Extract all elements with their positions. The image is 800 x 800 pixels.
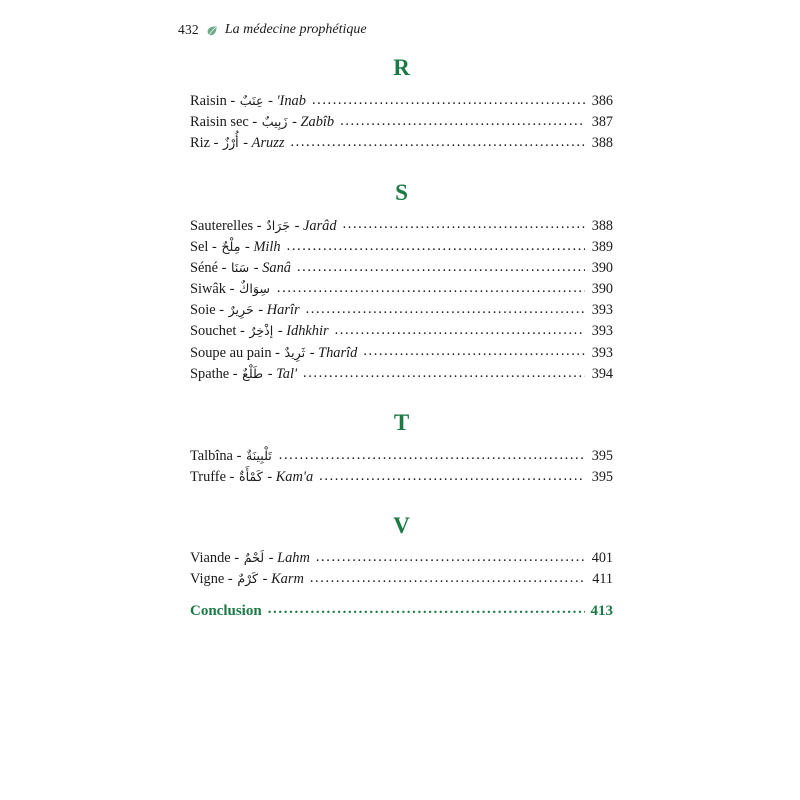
entry-arabic: زَبِيبٌ [261, 114, 288, 130]
entry-separator: - [227, 571, 237, 588]
entry-separator: - [239, 323, 249, 340]
entry-translit: Milh [253, 238, 281, 255]
entry-french: Séné [190, 259, 218, 276]
entry-separator: - [309, 344, 319, 361]
section-letter-V: V [393, 513, 410, 539]
entry-page: 395 [591, 447, 613, 464]
entry-list-V [190, 548, 613, 590]
entry-separator: - [268, 93, 277, 109]
entry-translit: Sanâ [262, 259, 291, 276]
entry-french: Talbîna [190, 447, 233, 464]
entry-separator: - [275, 344, 284, 361]
conclusion-label: Conclusion [190, 602, 262, 619]
entry-french: Raisin [190, 93, 227, 109]
entry-separator: - [252, 114, 261, 131]
leader-dots [306, 303, 585, 317]
section-letter-R: R [393, 55, 410, 80]
entry-separator: - [229, 281, 238, 298]
entry-separator: - [221, 259, 230, 276]
toc-group-V [190, 514, 613, 619]
entry-page: 411 [592, 571, 613, 588]
leader-dots [303, 367, 585, 381]
toc-entry[interactable] [190, 258, 613, 279]
entry-arabic: مِلْحٌ [221, 238, 241, 254]
table-of-contents [190, 46, 613, 620]
entry-label [190, 467, 317, 488]
entry-page: 388 [591, 217, 613, 234]
entry-arabic: كَرْمٌ [237, 571, 259, 587]
entry-arabic: تَلْبِينَةٌ [245, 447, 272, 463]
entry-page: 390 [591, 281, 613, 298]
entry-separator: - [253, 259, 263, 276]
running-header [178, 22, 367, 38]
entry-page: 388 [591, 135, 613, 152]
entry-french: Viande [190, 550, 231, 567]
entry-translit: Jarâd [302, 217, 337, 234]
entry-arabic: طَلْعٌ [242, 365, 264, 381]
entry-page: 387 [591, 114, 613, 131]
entry-separator: - [219, 302, 228, 319]
toc-entry[interactable] [190, 548, 613, 569]
entry-separator: - [277, 323, 287, 340]
entry-label [190, 112, 338, 133]
entry-arabic: سَنَا [230, 259, 250, 275]
entry-arabic: حَرِيرٌ [228, 302, 254, 318]
leader-dots [335, 324, 585, 338]
entry-label [190, 258, 295, 279]
toc-group-R [190, 56, 613, 155]
entry-separator: - [232, 365, 242, 382]
entry-french: Sauterelles [190, 217, 254, 234]
entry-translit: Tal' [276, 365, 298, 382]
leader-dots [363, 346, 585, 360]
entry-french: Soupe au pain [190, 344, 272, 361]
toc-entry[interactable] [190, 133, 613, 154]
entry-separator: - [236, 447, 245, 464]
entry-separator: - [234, 550, 243, 567]
entry-list-S [190, 216, 613, 385]
book-title: La médecine prophétique [224, 22, 367, 37]
page-number: 432 [178, 22, 199, 37]
entry-arabic: إذْخِرٌ [249, 323, 274, 339]
leader-dots [316, 551, 585, 565]
entry-label [190, 133, 288, 154]
entry-arabic: لَحْمٌ [243, 550, 265, 566]
toc-entry[interactable] [190, 343, 613, 364]
toc-group-T [190, 411, 613, 488]
toc-entry-conclusion[interactable] [190, 603, 613, 620]
leader-dots [297, 261, 585, 275]
entry-separator: - [267, 469, 276, 486]
entry-translit: Zabîb [300, 114, 335, 131]
toc-entry[interactable] [190, 91, 613, 112]
entry-label [190, 300, 304, 321]
section-letter-T: T [393, 409, 410, 435]
entry-french: Vigne [190, 571, 225, 588]
entry-arabic: ثَرِيدٌ [284, 344, 306, 360]
leader-dots [287, 240, 585, 254]
entry-label [190, 548, 314, 569]
entry-page: 393 [591, 323, 613, 340]
entry-translit: Kam'a [275, 469, 314, 486]
entry-french: Siwâk [190, 281, 226, 298]
entry-arabic: سِوَاكٌ [238, 281, 270, 297]
entry-separator: - [268, 550, 278, 567]
entry-separator: - [245, 238, 254, 255]
entry-label [190, 216, 341, 237]
entry-separator: - [229, 469, 238, 486]
entry-label [190, 237, 285, 258]
entry-separator: - [292, 114, 301, 131]
toc-entry[interactable] [190, 216, 613, 237]
entry-arabic: عِنَبٌ [239, 93, 264, 108]
leader-dots [340, 115, 585, 129]
toc-entry[interactable] [190, 237, 613, 258]
entry-page: 393 [591, 302, 613, 319]
toc-entry[interactable] [190, 569, 613, 590]
entry-translit: Tharîd [318, 344, 358, 361]
leader-dots [343, 219, 585, 233]
entry-label [190, 279, 275, 300]
entry-separator: - [267, 365, 277, 382]
toc-entry[interactable] [190, 364, 613, 385]
entry-label [190, 364, 301, 385]
entry-translit: Harîr [266, 302, 300, 319]
entry-french: Souchet [190, 323, 237, 340]
entry-french: Soie [190, 302, 216, 319]
entry-arabic: كَمْأَةٌ [238, 469, 263, 485]
entry-translit: Lahm [277, 550, 310, 567]
entry-separator: - [258, 302, 267, 319]
entry-list-R [190, 91, 613, 155]
entry-page: 390 [591, 259, 613, 276]
entry-translit: 'Inab [276, 93, 306, 109]
leader-dots [319, 470, 585, 484]
leader-dots [312, 94, 585, 108]
entry-french: Spathe [190, 365, 230, 382]
entry-separator: - [212, 238, 221, 255]
toc-entry[interactable] [190, 446, 613, 467]
leader-dots [310, 572, 585, 586]
entry-separator: - [262, 571, 272, 588]
entry-french: Sel [190, 238, 209, 255]
entry-translit: Aruzz [251, 135, 285, 152]
entry-separator: - [243, 135, 252, 152]
entry-translit: Karm [271, 571, 304, 588]
entry-list-T [190, 446, 613, 488]
conclusion-page: 413 [590, 602, 613, 619]
entry-separator: - [213, 135, 222, 152]
entry-french: Raisin sec [190, 114, 249, 131]
leader-dots [268, 604, 585, 619]
leader-dots [277, 282, 585, 296]
leaf-icon [206, 25, 218, 37]
entry-page: 401 [591, 550, 613, 567]
toc-entry[interactable] [190, 279, 613, 300]
entry-page: 386 [591, 93, 613, 109]
entry-page: 389 [591, 238, 613, 255]
entry-separator: - [230, 93, 239, 109]
entry-separator: - [294, 217, 303, 234]
toc-entry[interactable] [190, 300, 613, 321]
leader-dots [279, 449, 585, 463]
entry-label [190, 343, 361, 364]
entry-separator: - [256, 217, 266, 234]
entry-french: Riz [190, 135, 210, 152]
toc-entry[interactable] [190, 112, 613, 133]
entry-page: 393 [591, 344, 613, 361]
section-letter-S: S [395, 179, 408, 205]
entry-label [190, 446, 277, 467]
entry-translit: Idhkhir [286, 323, 329, 340]
toc-entry[interactable] [190, 321, 613, 342]
entry-label [190, 569, 308, 590]
entry-arabic: جَرَادٌ [266, 217, 290, 233]
entry-page: 395 [591, 469, 613, 486]
toc-entry[interactable] [190, 467, 613, 488]
entry-page: 394 [591, 365, 613, 382]
entry-label [190, 91, 310, 112]
leader-dots [290, 136, 585, 150]
entry-label [190, 321, 333, 342]
toc-group-S [190, 181, 613, 385]
entry-arabic: أُرْزٌ [222, 135, 239, 151]
entry-french: Truffe [190, 469, 226, 486]
